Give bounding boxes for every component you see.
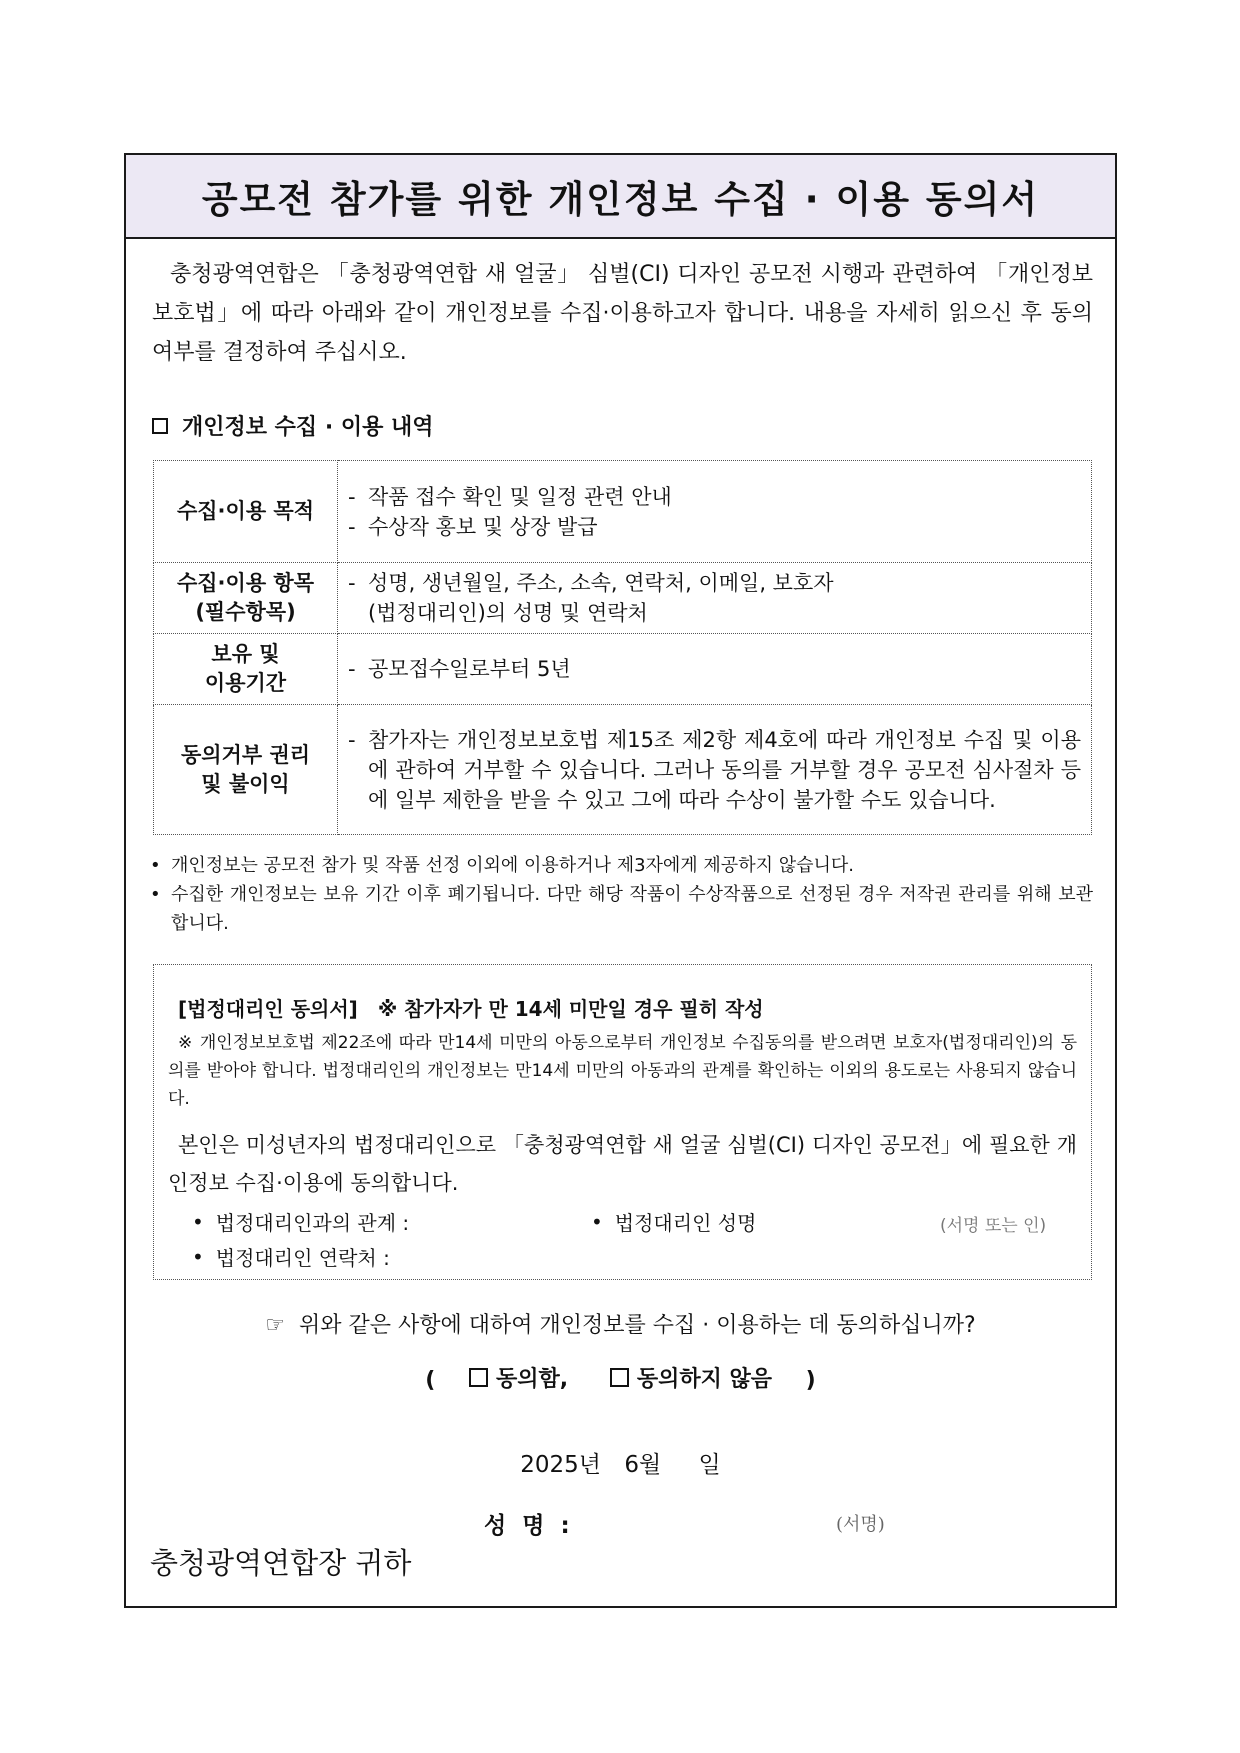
disagree-checkbox[interactable] xyxy=(610,1368,629,1387)
guardian-contact-field[interactable]: • 법정대리인 연락처 : xyxy=(192,1244,390,1270)
agree-label: 동의함, xyxy=(496,1367,569,1392)
list-item: - 작품 접수 확인 및 일정 관련 안내 xyxy=(348,484,672,509)
date-month: 6월 xyxy=(624,1452,662,1478)
disagree-label: 동의하지 않음 xyxy=(636,1367,772,1392)
guardian-title: [법정대리인 동의서] ※ 참가자가 만 14세 미만일 경우 필히 작성 xyxy=(178,997,764,1021)
guardian-consent-box xyxy=(153,964,1092,1280)
signature-hint: (서명) xyxy=(836,1514,885,1535)
collection-details-table xyxy=(153,460,1092,835)
period-content: - 공모접수일로부터 5년 xyxy=(338,634,1092,705)
guardian-subtitle: ※ 참가자가 만 14세 미만일 경우 필히 작성 xyxy=(377,997,764,1021)
form-title: 공모전 참가를 위한 개인정보 수집 · 이용 동의서 xyxy=(201,178,1040,221)
agree-option[interactable] xyxy=(469,1362,568,1393)
refusal-content: - 참가자는 개인정보보호법 제15조 제2항 제4호에 따라 개인정보 수집 및 이용에 관하여 거부할 수 있습니다. 그러나 동의를 거부할 경우 공모전 심사절차 등에 일부 제한을 받을 수 있고 그에 따라 수상이 불가할 수도 있습니다. xyxy=(338,705,1092,835)
intro-paragraph xyxy=(152,255,1093,372)
date-day: 일 xyxy=(698,1452,721,1478)
guardian-sign-hint: (서명 또는 인) xyxy=(940,1216,1047,1236)
notes-list xyxy=(150,851,1093,938)
items-content: - 성명, 생년월일, 주소, 소속, 연락처, 이메일, 보호자(법정대리인)의 성명 및 연락처 xyxy=(338,563,1092,634)
pointing-hand-icon: ☞ xyxy=(265,1313,286,1338)
disagree-option[interactable] xyxy=(610,1362,772,1393)
table-row-purpose xyxy=(154,461,1092,563)
guardian-statement: 본인은 미성년자의 법정대리인으로 「충청광역연합 새 얼굴 심벌(CI) 디자인 공모전」에 필요한 개인정보 수집·이용에 동의합니다. xyxy=(168,1133,1077,1195)
table-row-period xyxy=(154,634,1092,705)
consent-choices: ( 동의함, 동의하지 않음 ) xyxy=(126,1362,1115,1393)
refusal-label: 동의거부 권리 및 불이익 xyxy=(154,705,338,835)
agree-checkbox[interactable] xyxy=(469,1368,488,1387)
guardian-name-field[interactable]: • 법정대리인 성명 xyxy=(591,1209,757,1235)
table-row-refusal xyxy=(154,705,1092,835)
purpose-label: 수집·이용 목적 xyxy=(154,461,338,563)
guardian-note: ※ 개인정보보호법 제22조에 따라 만14세 미만의 아동으로부터 개인정보 수집동의를 받으려면 보호자(법정대리인)의 동의를 받아야 합니다. 법정대리인의 개인정보는 만14세 미만의 아동과의 관계를 확인하는 이외의 용도로는 사용되지 않습니다. xyxy=(168,1033,1077,1109)
section-square-icon xyxy=(152,418,168,434)
purpose-content xyxy=(338,461,1092,563)
date-year: 2025년 xyxy=(520,1452,602,1478)
list-item: - 수상작 홍보 및 상장 발급 xyxy=(348,514,598,539)
title-bar xyxy=(126,155,1115,239)
note-item: • 개인정보는 공모전 참가 및 작품 선정 이외에 이용하거나 제3자에게 제공하지 않습니다. xyxy=(150,855,854,876)
intro-text: 충청광역연합은 「충청광역연합 새 얼굴」 심벌(CI) 디자인 공모전 시행과 관련하여 「개인정보보호법」에 따라 아래와 같이 개인정보를 수집·이용하고자 합니다. 내용을 자세히 읽으신 후 동의 여부를 결정하여 주십시오. xyxy=(152,262,1093,365)
note-item: • 수집한 개인정보는 보유 기간 이후 폐기됩니다. 다만 해당 작품이 수상작품으로 선정된 경우 저작권 관리를 위해 보관합니다. xyxy=(150,884,1093,934)
consent-question: ☞ 위와 같은 사항에 대하여 개인정보를 수집 · 이용하는 데 동의하십니까? xyxy=(265,1313,976,1338)
addressee: 충청광역연합장 귀하 xyxy=(150,1546,412,1580)
section-heading xyxy=(152,410,434,441)
signature-label: 성 명 : xyxy=(484,1513,574,1539)
items-label: 수집·이용 항목 (필수항목) xyxy=(154,563,338,634)
date-line xyxy=(126,1446,1115,1479)
consent-form xyxy=(124,153,1117,1608)
section-heading-text: 개인정보 수집 · 이용 내역 xyxy=(182,415,434,440)
table-row-items xyxy=(154,563,1092,634)
period-label: 보유 및 이용기간 xyxy=(154,634,338,705)
guardian-relation-field[interactable]: • 법정대리인과의 관계 : xyxy=(192,1209,410,1235)
